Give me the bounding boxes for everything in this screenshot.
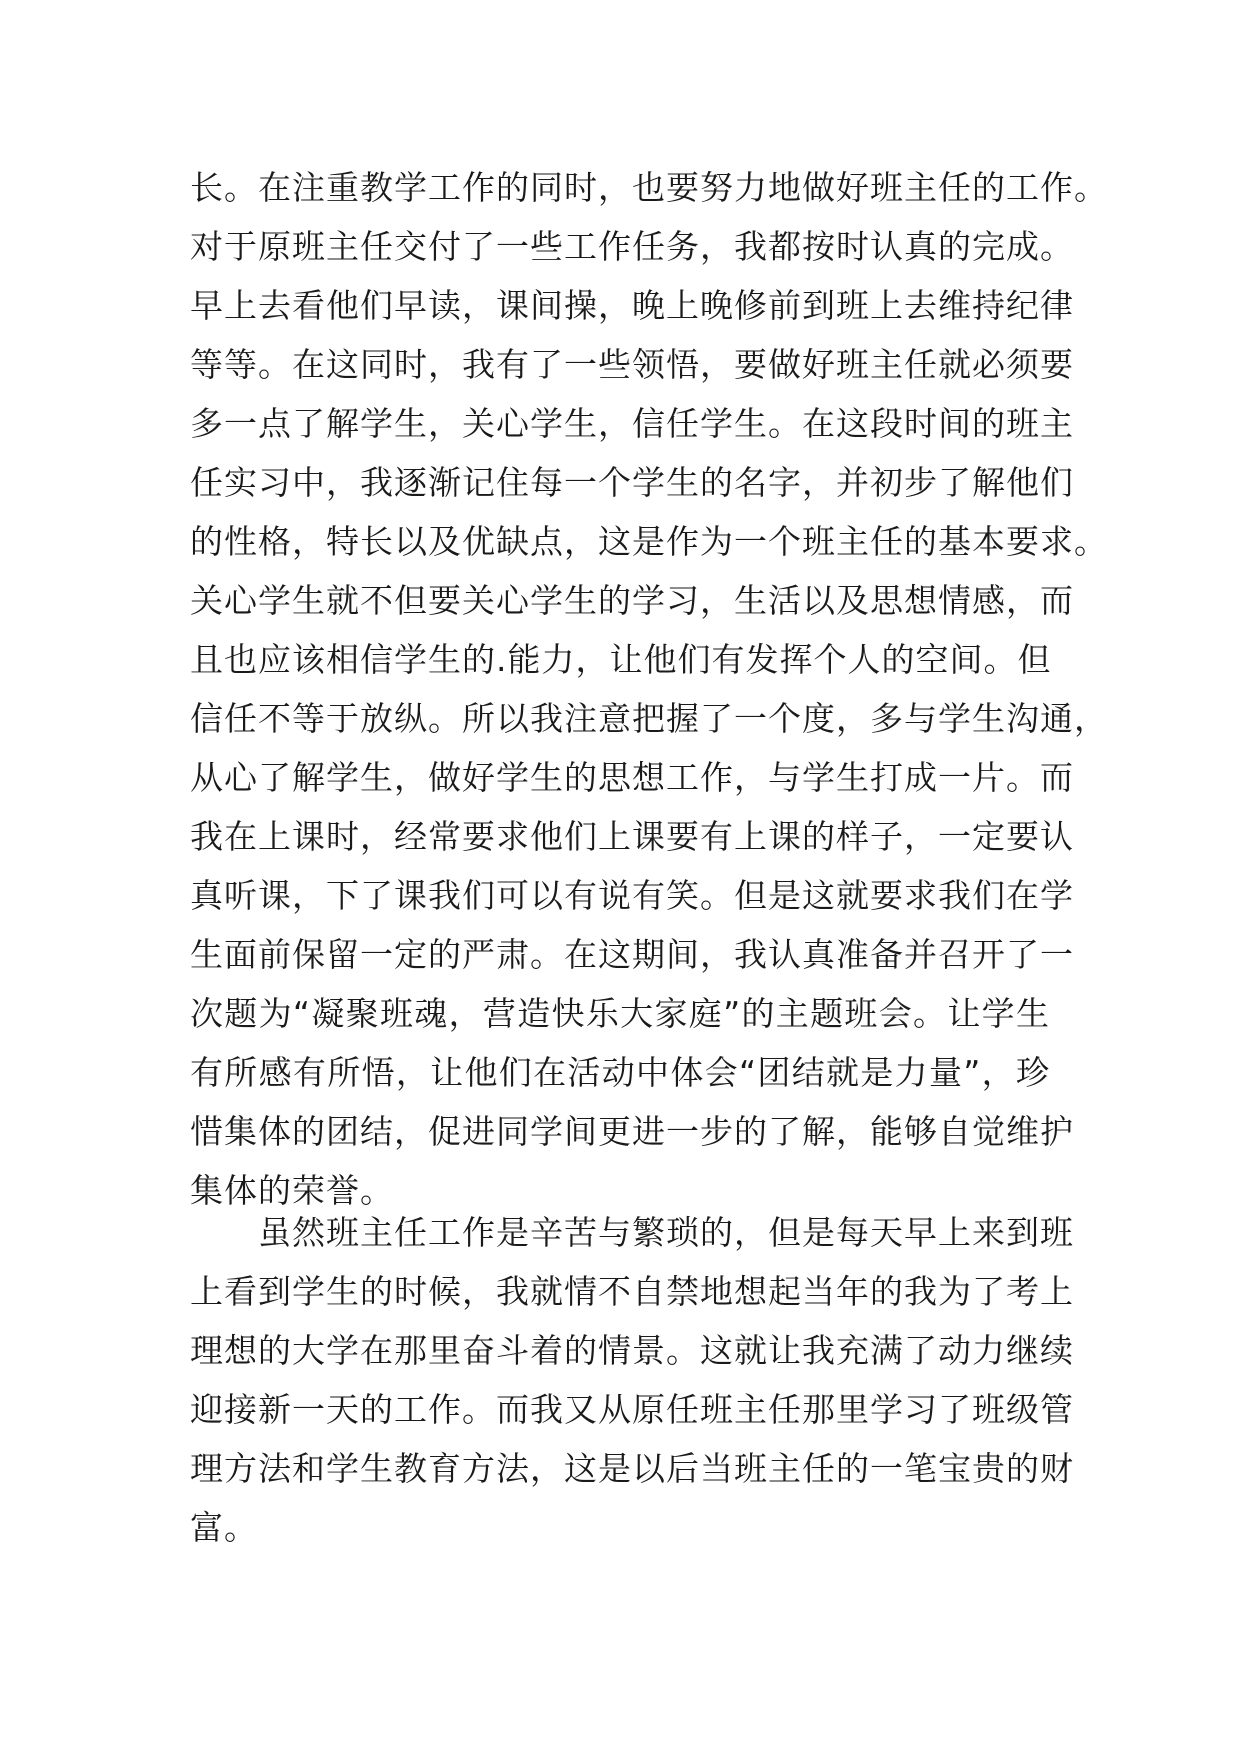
text-line: 早上去看他们早读，课间操，晚上晚修前到班上去维持纪律 bbox=[190, 286, 1074, 325]
text-line: 迎接新一天的工作。而我又从原任班主任那里学习了班级管 bbox=[190, 1390, 1074, 1429]
text-line: 关心学生就不但要关心学生的学习，生活以及思想情感，而 bbox=[190, 581, 1074, 620]
paragraph-2 bbox=[190, 1203, 1074, 1557]
text-line: 理想的大学在那里奋斗着的情景。这就让我充满了动力继续 bbox=[190, 1331, 1074, 1370]
text-line: 的性格，特长以及优缺点，这是作为一个班主任的基本要求。 bbox=[190, 522, 1108, 561]
text-line: 从心了解学生，做好学生的思想工作，与学生打成一片。而 bbox=[190, 758, 1074, 797]
text-line: 生面前保留一定的严肃。在这期间，我认真准备并召开了一 bbox=[190, 935, 1074, 974]
text-line: 真听课，下了课我们可以有说有笑。但是这就要求我们在学 bbox=[190, 876, 1074, 915]
text-line: 理方法和学生教育方法，这是以后当班主任的一笔宝贵的财 bbox=[190, 1449, 1074, 1488]
text-line: 等等。在这同时，我有了一些领悟，要做好班主任就必须要 bbox=[190, 345, 1074, 384]
text-line: 次题为“凝聚班魂，营造快乐大家庭”的主题班会。让学生 bbox=[190, 994, 1050, 1033]
text-line: 惜集体的团结，促进同学间更进一步的了解，能够自觉维护 bbox=[190, 1112, 1074, 1151]
text-line: 长。在注重教学工作的同时，也要努力地做好班主任的工作。 bbox=[190, 168, 1108, 207]
text-line: 富。 bbox=[190, 1508, 258, 1547]
text-line: 信任不等于放纵。所以我注意把握了一个度，多与学生沟通， bbox=[190, 699, 1108, 738]
text-line: 任实习中，我逐渐记住每一个学生的名字，并初步了解他们 bbox=[190, 463, 1074, 502]
text-line: 虽然班主任工作是辛苦与繁琐的，但是每天早上来到班 bbox=[190, 1213, 1074, 1252]
text-line: 有所感有所悟，让他们在活动中体会“团结就是力量”，珍 bbox=[190, 1053, 1050, 1092]
text-line: 我在上课时，经常要求他们上课要有上课的样子，一定要认 bbox=[190, 817, 1074, 856]
text-line: 上看到学生的时候，我就情不自禁地想起当年的我为了考上 bbox=[190, 1272, 1074, 1311]
text-line: 多一点了解学生，关心学生，信任学生。在这段时间的班主 bbox=[190, 404, 1074, 443]
text-line: 集体的荣誉。 bbox=[190, 1171, 394, 1210]
text-line: 对于原班主任交付了一些工作任务，我都按时认真的完成。 bbox=[190, 227, 1074, 266]
paragraph-1 bbox=[190, 158, 1108, 1220]
text-line: 且也应该相信学生的.能力，让他们有发挥个人的空间。但 bbox=[190, 640, 1052, 679]
